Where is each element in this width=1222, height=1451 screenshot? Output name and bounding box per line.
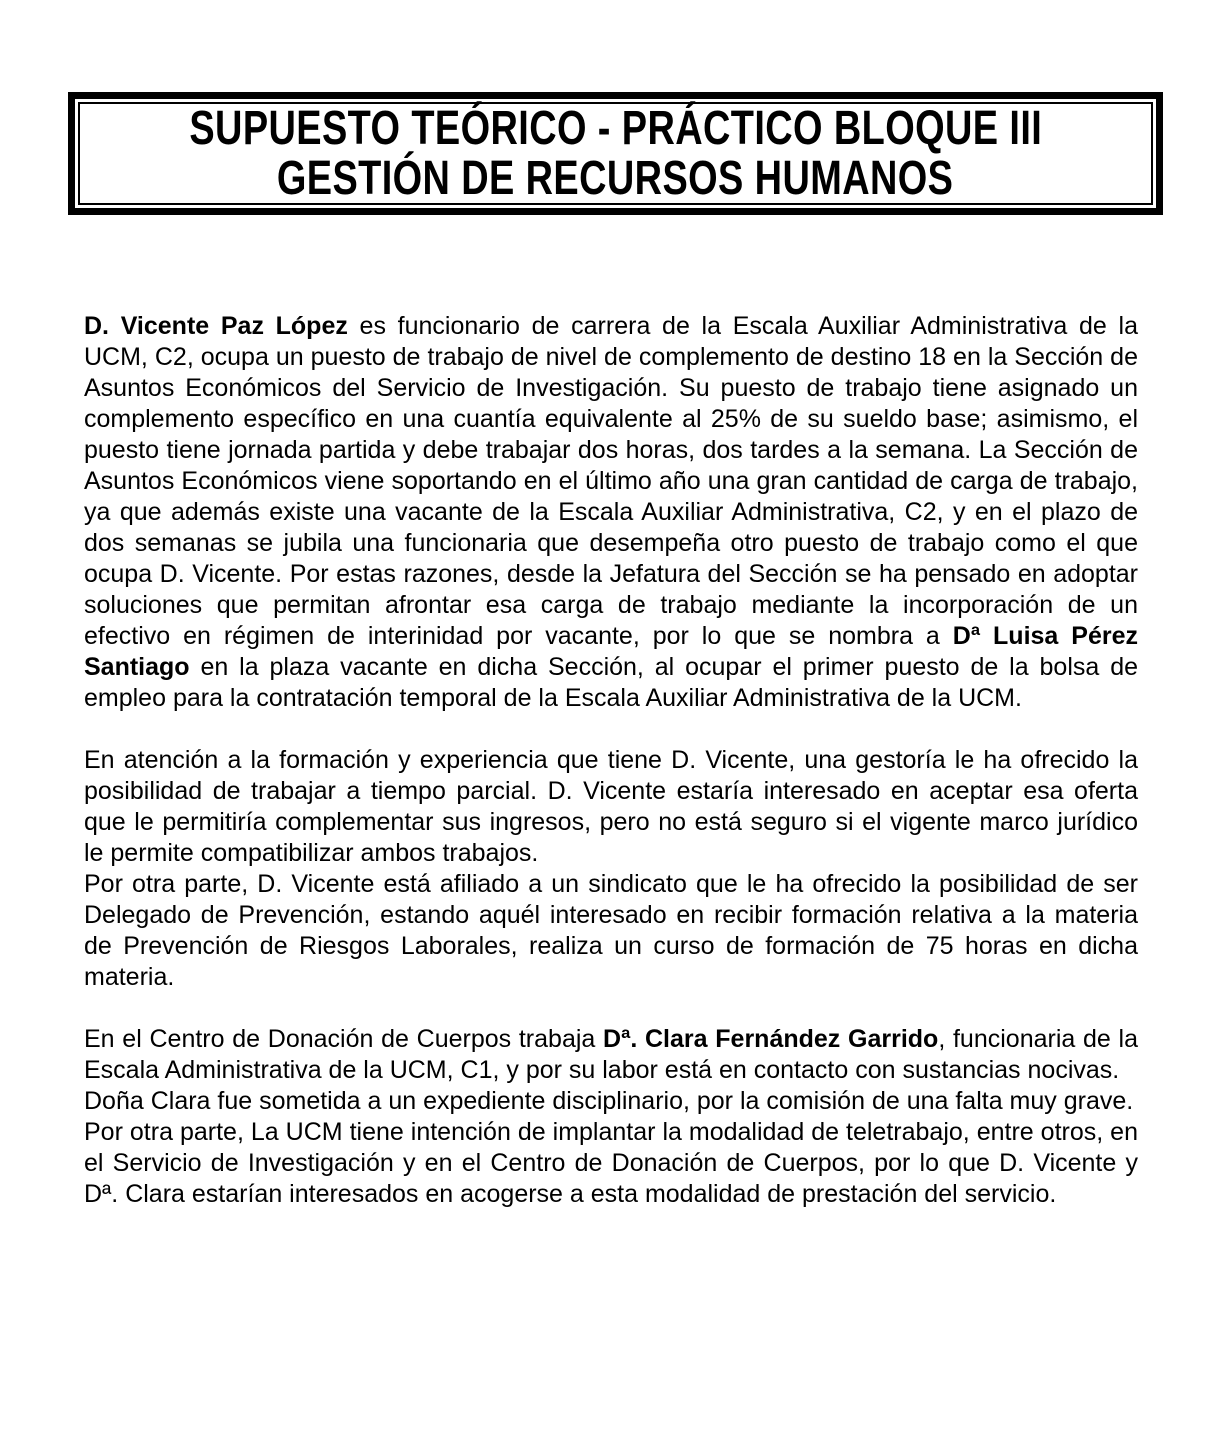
document-body [84,311,1138,1210]
paragraph-expediente: Doña Clara fue sometida a un expediente disciplinario, por la comisión de una falta muy grave. [84,1087,1134,1115]
title-line-2: GESTIÓN DE RECURSOS HUMANOS [277,151,954,205]
title-box [68,92,1163,215]
title-line-1: SUPUESTO TEÓRICO - PRÁCTICO BLOQUE III [189,101,1042,155]
paragraph-case-clara: En el Centro de Donación de Cuerpos trabaja Dª. Clara Fernández Garrido, funcionaria de la Escala Administrativa de la UCM, C1, y por su labor está en contacto con sustancias nocivas. [84,1025,1138,1084]
title-box-inner [78,102,1153,205]
paragraph-case-vicente: D. Vicente Paz López es funcionario de carrera de la Escala Auxiliar Administrativa de la UCM, C2, ocupa un puesto de trabajo de nivel de complemento de destino 18 en la Sección de Asuntos Económicos del Servicio de Investigación. Su puesto de trabajo tiene asignado un complemento específico en una cuantía equivalente al 25% de su sueldo base; asimismo, el puesto tiene jornada partida y debe trabajar dos horas, dos tardes a la semana. La Sección de Asuntos Económicos viene soportando en el último año una gran cantidad de carga de trabajo, ya que además existe una vacante de la Escala Auxiliar Administrativa, C2, y en el plazo de dos semanas se jubila una funcionaria que desempeña otro puesto de trabajo como el que ocupa D. Vicente. Por estas razones, desde la Jefatura del Sección se ha pensado en adoptar soluciones que permitan afrontar esa carga de trabajo mediante la incorporación de un efectivo en régimen de interinidad por vacante, por lo que se nombra a Dª Luisa Pérez Santiago en la plaza vacante en dicha Sección, al ocupar el primer puesto de la bolsa de empleo para la contratación temporal de la Escala Auxiliar Administrativa de la UCM. [84,312,1138,712]
paragraph-teletrabajo: Por otra parte, La UCM tiene intención de implantar la modalidad de teletrabajo, entre otros, en el Servicio de Investigación y en el Centro de Donación de Cuerpos, por lo que D. Vicente y Dª. Clara estarían interesados en acogerse a esta modalidad de prestación del servicio. [84,1118,1138,1208]
paragraph-sindicato-prevencion: Por otra parte, D. Vicente está afiliado a un sindicato que le ha ofrecido la posibilidad de ser Delegado de Prevención, estando aquél interesado en recibir formación relativa a la materia de Prevención de Riesgos Laborales, realiza un curso de formación de 75 horas en dicha materia. [84,870,1138,991]
paragraph-gestoria-offer: En atención a la formación y experiencia que tiene D. Vicente, una gestoría le ha ofrecido la posibilidad de trabajar a tiempo parcial. D. Vicente estaría interesado en aceptar esa oferta que le permitiría complementar sus ingresos, pero no está seguro si el vigente marco jurídico le permite compatibilizar ambos trabajos. [84,746,1138,867]
